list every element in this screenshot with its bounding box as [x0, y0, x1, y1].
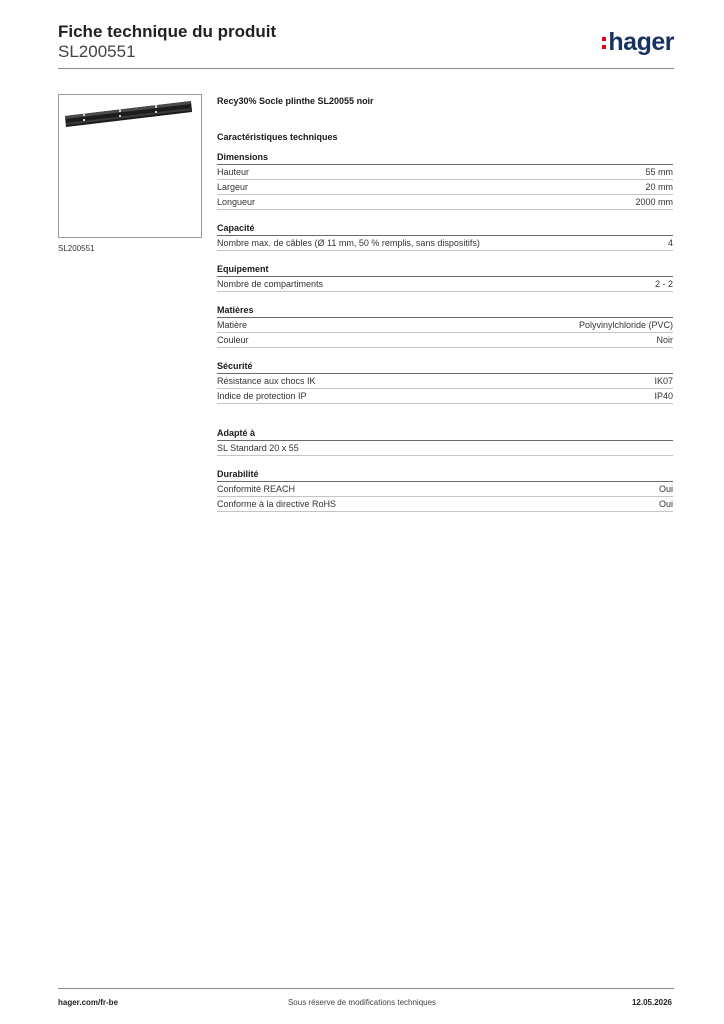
- spec-label: Nombre max. de câbles (Ø 11 mm, 50 % remplis, sans dispositifs): [217, 238, 480, 248]
- logo-text: hager: [608, 28, 674, 56]
- section-title-matieres: Matières: [217, 303, 673, 318]
- footer-divider: [58, 988, 674, 989]
- section-title-equipement: Equipement: [217, 262, 673, 277]
- spec-value: 2000 mm: [635, 197, 673, 207]
- spec-row: [217, 333, 673, 348]
- spec-label: SL Standard 20 x 55: [217, 443, 299, 453]
- spec-label: Indice de protection IP: [217, 391, 307, 401]
- spec-label: Largeur: [217, 182, 249, 192]
- spec-row: [217, 374, 673, 389]
- spec-row: [217, 277, 673, 292]
- spec-label: Hauteur: [217, 167, 250, 177]
- document-title: Fiche technique du produit: [58, 22, 277, 41]
- footer-note: Sous réserve de modifications techniques: [287, 998, 437, 1007]
- footer-date: 12.05.2026: [631, 998, 672, 1007]
- spec-label: Couleur: [217, 335, 249, 345]
- spec-value: 4: [667, 238, 673, 248]
- spec-row: [217, 236, 673, 251]
- spec-label: Conformité REACH: [217, 484, 296, 494]
- spec-value: Polyvinylchloride (PVC): [578, 320, 673, 330]
- spec-row: [217, 497, 673, 512]
- tech-specs-heading: Caractéristiques techniques: [217, 132, 338, 142]
- section-title-dimensions: Dimensions: [217, 150, 673, 165]
- spec-value: 2 - 2: [654, 279, 673, 289]
- hager-logo: [602, 28, 674, 57]
- spec-row: [217, 180, 673, 195]
- spec-value: IK07: [654, 376, 673, 386]
- spec-row: [217, 389, 673, 404]
- spec-label: Nombre de compartiments: [217, 279, 324, 289]
- spec-row: [217, 318, 673, 333]
- spec-label: Matière: [217, 320, 248, 330]
- footer-website-link[interactable]: hager.com/fr-be: [58, 998, 119, 1007]
- section-title-securite: Sécurité: [217, 359, 673, 374]
- page-header: [58, 20, 674, 70]
- section-title-durabilite: Durabilité: [217, 467, 673, 482]
- spec-value: Noir: [656, 335, 673, 345]
- product-image-caption: SL200551: [58, 244, 95, 253]
- product-reference: SL200551: [58, 42, 136, 61]
- spec-row: [217, 482, 673, 497]
- spec-value: Oui: [658, 484, 673, 494]
- product-name: Recy30% Socle plinthe SL20055 noir: [217, 96, 374, 106]
- spec-content: [217, 94, 673, 512]
- spec-row: [217, 441, 673, 456]
- section-title-adapte: Adapté à: [217, 426, 673, 441]
- spec-row: [217, 165, 673, 180]
- logo-dots-icon: [602, 35, 606, 51]
- header-divider: [58, 68, 674, 69]
- spec-label: Longueur: [217, 197, 256, 207]
- product-image: [59, 95, 201, 237]
- section-title-capacite: Capacité: [217, 221, 673, 236]
- spec-value: IP40: [654, 391, 673, 401]
- spec-value: 20 mm: [645, 182, 673, 192]
- product-image-frame: [58, 94, 202, 238]
- spec-row: [217, 195, 673, 210]
- spec-label: Conforme à la directive RoHS: [217, 499, 337, 509]
- spec-value: 55 mm: [645, 167, 673, 177]
- spec-label: Résistance aux chocs IK: [217, 376, 316, 386]
- spec-value: Oui: [658, 499, 673, 509]
